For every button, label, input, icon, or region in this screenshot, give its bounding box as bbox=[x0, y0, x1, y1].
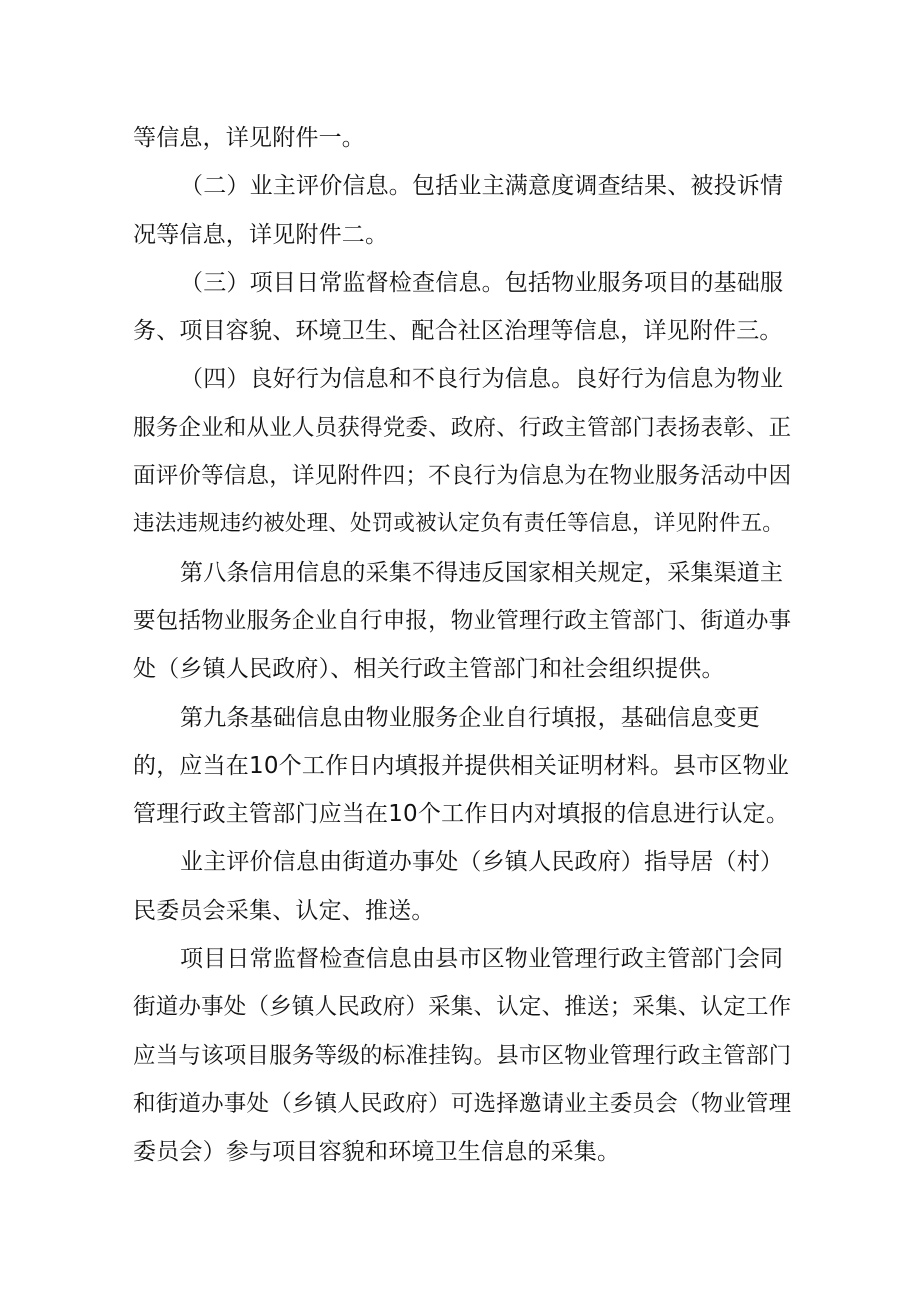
paragraph-line: 民委员会采集、认定、推送。 bbox=[133, 897, 435, 924]
paragraph-line: 管理行政主管部门应当在10个工作日内对填报的信息进行认定。 bbox=[133, 801, 790, 828]
paragraph-line: 面评价等信息，详见附件四；不良行为信息为在物业服务活动中因 bbox=[133, 463, 792, 490]
paragraph-first-line: 第九条基础信息由物业服务企业自行填报，基础信息变更 bbox=[180, 704, 760, 731]
paragraph-line: 服务企业和从业人员获得党委、政府、行政主管部门表扬表彰、正 bbox=[133, 414, 792, 441]
paragraph-line: 等信息，详见附件一。 bbox=[133, 125, 365, 151]
paragraph-first-line: （三）项目日常监督检查信息。包括物业服务项目的基础服 bbox=[180, 269, 784, 296]
paragraph-line: 和街道办事处（乡镇人民政府）可选择邀请业主委员会（物业管理 bbox=[133, 1090, 792, 1117]
paragraph-first-line: （二）业主评价信息。包括业主满意度调查结果、被投诉情 bbox=[180, 173, 784, 200]
paragraph-line: 要包括物业服务企业自行申报，物业管理行政主管部门、街道办事 bbox=[133, 607, 792, 634]
paragraph-line: 应当与该项目服务等级的标准挂钩。县市区物业管理行政主管部门 bbox=[133, 1042, 792, 1069]
paragraph-line: 况等信息，详见附件二。 bbox=[133, 221, 389, 248]
paragraph-line: 务、项目容貌、环境卫生、配合社区治理等信息，详见附件三。 bbox=[133, 318, 783, 345]
document-body bbox=[133, 114, 798, 1177]
paragraph-line: 委员会）参与项目容貌和环境卫生信息的采集。 bbox=[133, 1139, 621, 1166]
paragraph-line: 违法违规违约被处理、处罚或被认定负有责任等信息，详见附件五。 bbox=[133, 511, 785, 537]
paragraph-first-line: 业主评价信息由街道办事处（乡镇人民政府）指导居（村） bbox=[180, 849, 784, 876]
paragraph-line: 处（乡镇人民政府）、相关行政主管部门和社会组织提供。 bbox=[133, 656, 725, 683]
paragraph-first-line: 项目日常监督检查信息由县市区物业管理行政主管部门会同 bbox=[180, 946, 784, 973]
paragraph-line: 街道办事处（乡镇人民政府）采集、认定、推送；采集、认定工作 bbox=[133, 994, 792, 1021]
paragraph-first-line: （四）良好行为信息和不良行为信息。良好行为信息为物业 bbox=[180, 366, 784, 393]
paragraph-first-line: 第八条信用信息的采集不得违反国家相关规定，采集渠道主 bbox=[180, 559, 784, 586]
paragraph-line: 的，应当在10个工作日内填报并提供相关证明材料。县市区物业 bbox=[133, 752, 790, 779]
